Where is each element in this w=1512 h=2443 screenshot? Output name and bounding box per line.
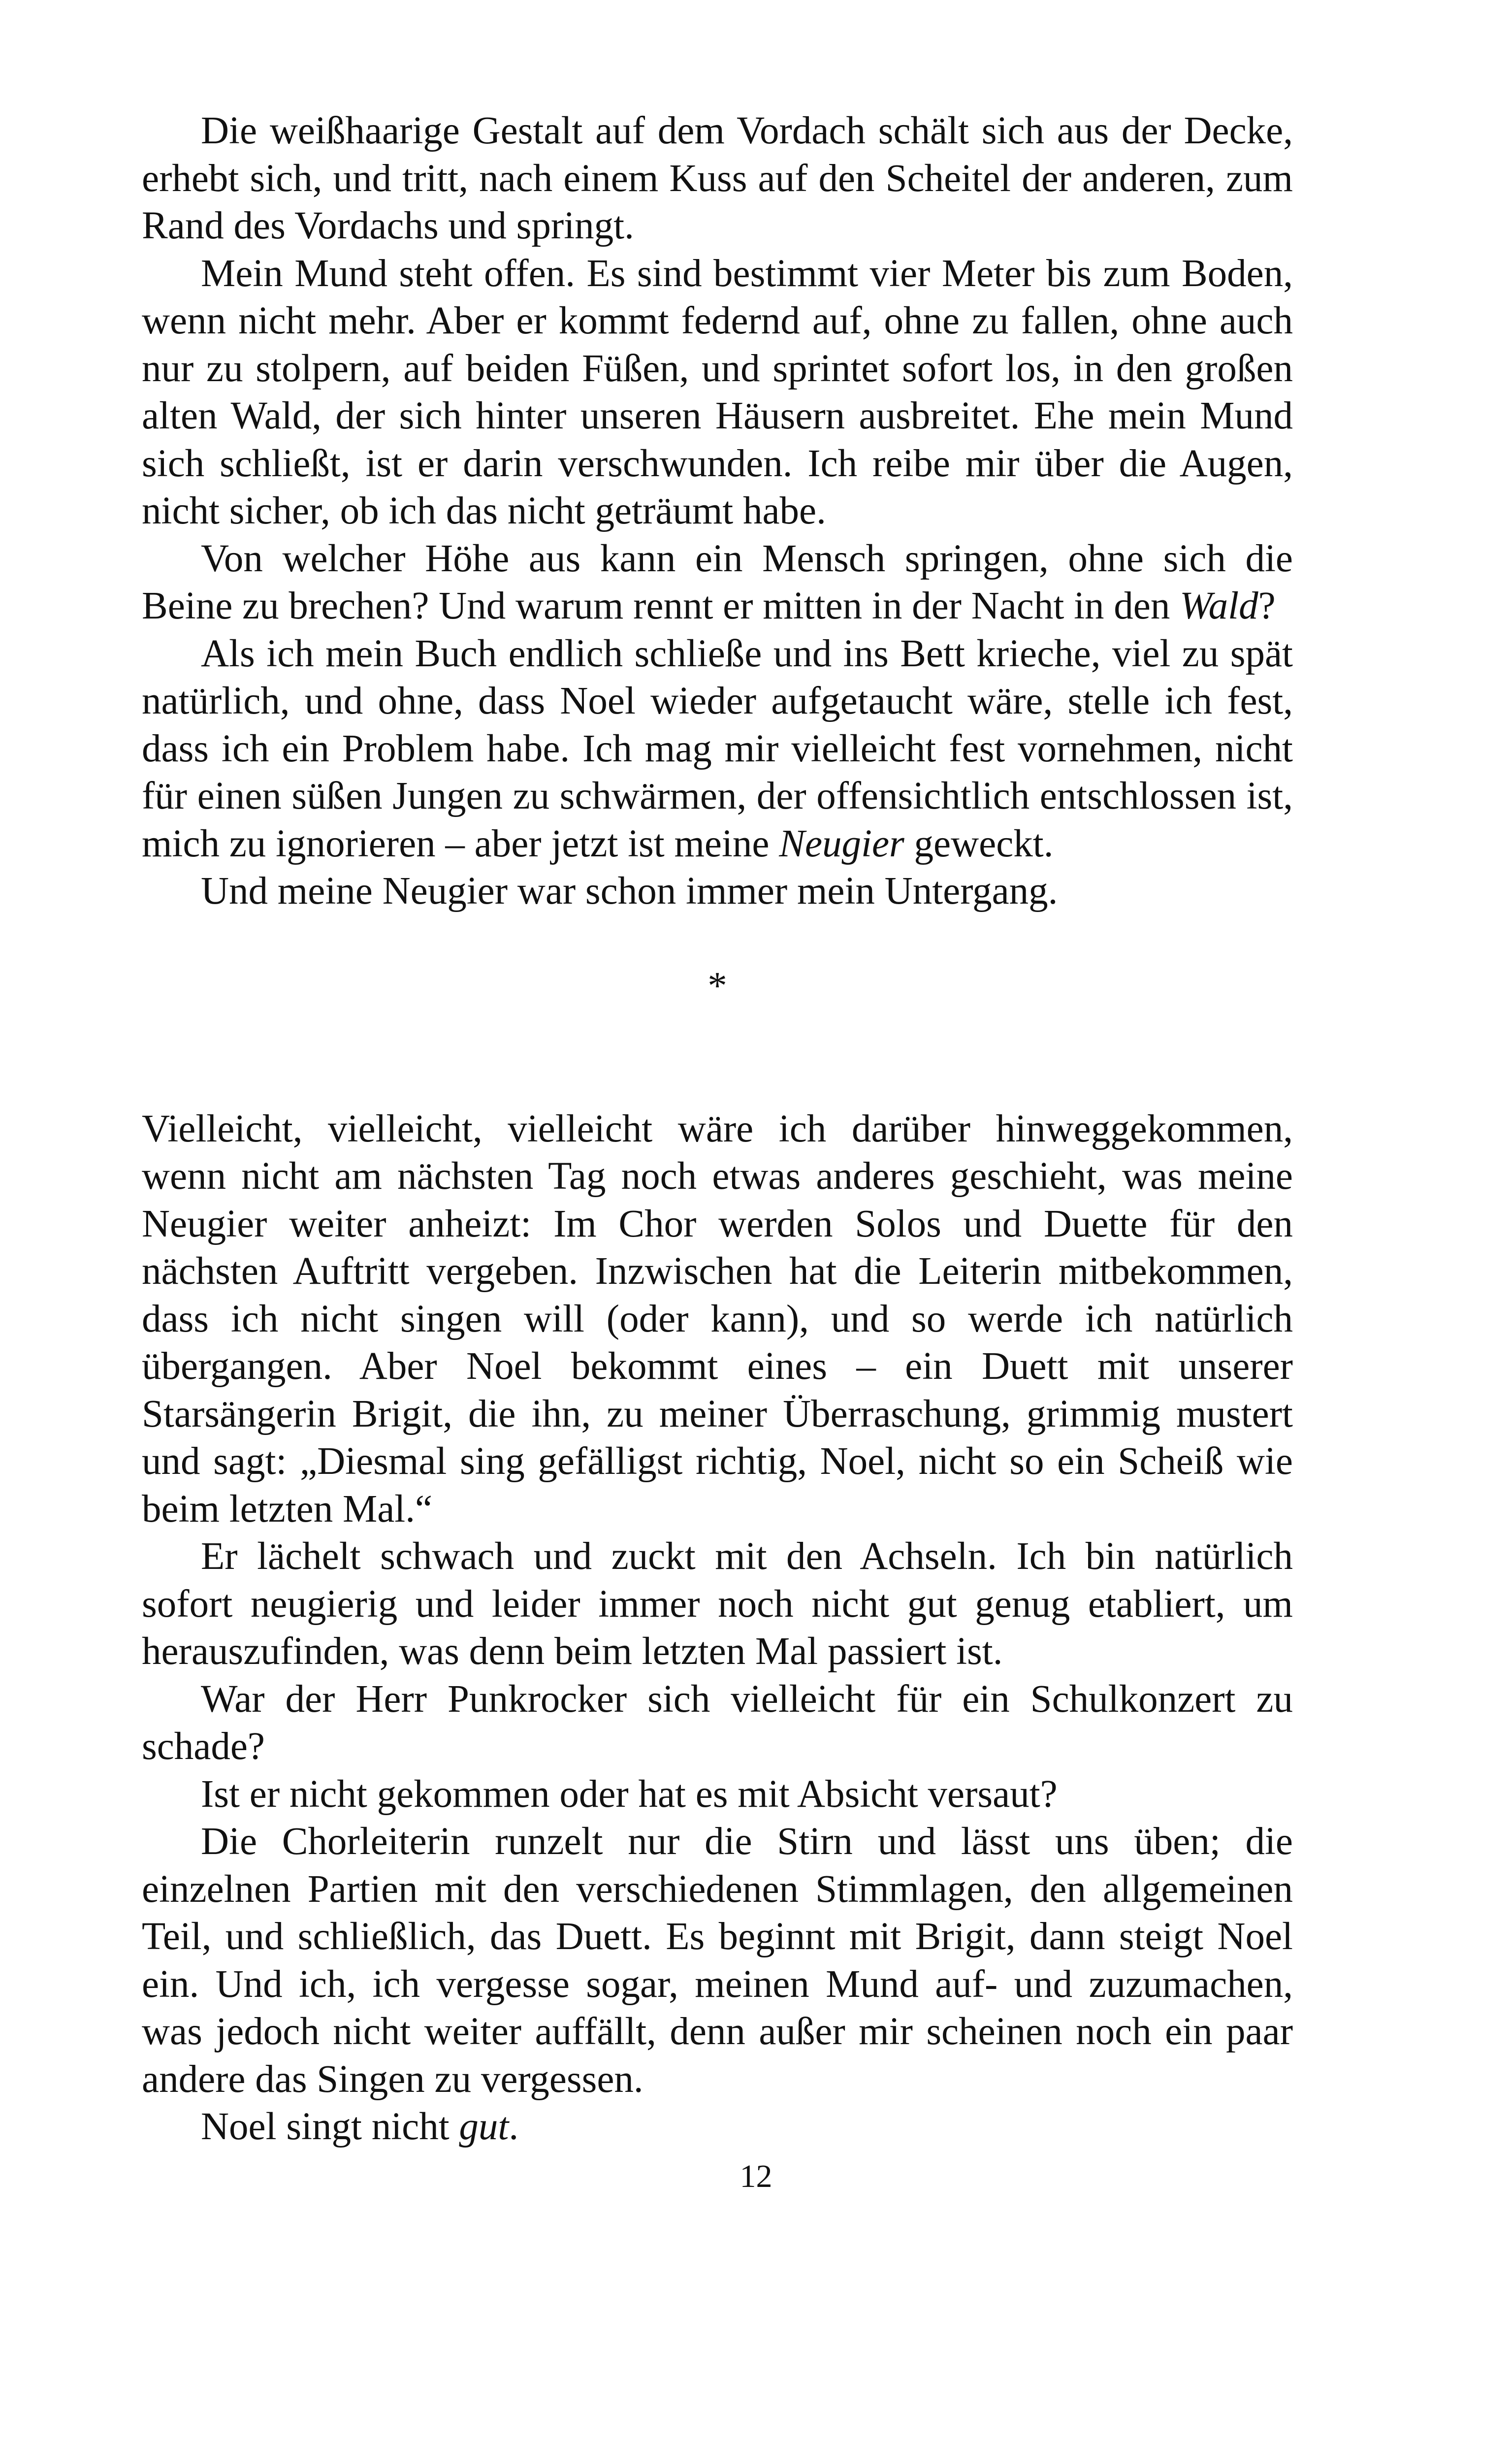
paragraphs-top (142, 107, 1293, 915)
paragraph (142, 107, 1293, 250)
paragraph (142, 1818, 1293, 2103)
page-number: 12 (740, 2158, 772, 2194)
text-run: Von welcher Höhe aus kann ein Mensch springen, ohne sich die Beine zu brechen? Und warum rennt er mitten in der Nacht in den (142, 537, 1293, 627)
italic-text: Wald (1180, 585, 1258, 627)
paragraph (142, 1676, 1293, 1771)
text-run: Mein Mund steht offen. Es sind bestimmt vier Meter bis zum Boden, wenn nicht mehr. Aber er kommt federnd auf, ohne zu fallen, ohne auch nur zu stolpern, auf beiden Füßen, und sprintet sofort los, in den großen alten Wald, der sich hinter unseren Häusern ausbreitet. Ehe mein Mund sich schließt, ist er darin verschwunden. Ich reibe mir über die Augen, nicht sicher, ob ich das nicht geträumt habe. (142, 252, 1293, 532)
paragraph (142, 535, 1293, 630)
text-run: geweckt. (904, 822, 1054, 865)
text-run: . (509, 2105, 519, 2148)
paragraph (142, 868, 1293, 915)
paragraph (142, 250, 1293, 535)
text-run: Die weißhaarige Gestalt auf dem Vordach schält sich aus der Decke, erhebt sich, und tritt, nach einem Kuss auf den Scheitel der anderen, zum Rand des Vordachs und springt. (142, 109, 1293, 247)
text-run: Vielleicht, vielleicht, vielleicht wäre ich darüber hinweggekommen, wenn nicht am nächsten Tag noch etwas anderes geschieht, was meine Neugier weiter anheizt: Im Chor werden Solos und Duette für den nächsten Auftritt vergeben. Inzwischen hat die Leiterin mitbekommen, dass ich nicht singen will (oder kann), und so werde ich natürlich übergangen. Aber Noel bekommt eines – ein Duett mit unserer Starsängerin Brigit, die ihn, zu meiner Überraschung, grimmig mustert und sagt: „Diesmal sing gefälligst richtig, Noel, nicht so ein Scheiß wie beim letzten Mal.“ (142, 1107, 1293, 1531)
text-run: Ist er nicht gekommen oder hat es mit Absicht versaut? (201, 1772, 1058, 1816)
text-run: War der Herr Punkrocker sich vielleicht für ein Schulkonzert zu schade? (142, 1677, 1293, 1768)
text-run: Als ich mein Buch endlich schließe und ins Bett krieche, viel zu spät natürlich, und ohne, dass Noel wieder aufgetaucht wäre, stelle ich fest, dass ich ein Problem habe. Ich mag mir vielleicht fest vornehmen, nicht für einen süßen Jungen zu schwärmen, der offensichtlich entschlossen ist, mich zu ignorieren – aber jetzt ist meine (142, 632, 1293, 865)
paragraph (142, 1106, 1293, 1533)
body-text (142, 107, 1293, 2151)
paragraph (142, 1533, 1293, 1676)
text-run: Er lächelt schwach und zuckt mit den Achseln. Ich bin natürlich sofort neugierig und leider immer noch nicht gut genug etabliert, um herauszufinden, was denn beim letzten Mal passiert ist. (142, 1535, 1293, 1673)
paragraph (142, 630, 1293, 868)
text-run: Und meine Neugier war schon immer mein Untergang. (201, 870, 1058, 912)
text-run: Die Chorleiterin runzelt nur die Stirn und lässt uns üben; die einzelnen Partien mit den verschiedenen Stimmlagen, den allgemeinen Teil, und schließlich, das Duett. Es beginnt mit Brigit, dann steigt Noel ein. Und ich, ich vergesse sogar, meinen Mund auf- und zuzumachen, was jedoch nicht weiter auffällt, denn außer mir scheinen noch ein paar andere das Singen zu vergessen. (142, 1820, 1293, 2101)
text-run: Noel singt nicht (201, 2105, 459, 2148)
paragraph (142, 2103, 1293, 2151)
italic-text: gut (459, 2105, 509, 2148)
section-separator: * (708, 965, 727, 1008)
paragraphs-bottom (142, 1106, 1293, 2151)
italic-text: Neugier (779, 822, 904, 865)
paragraph (142, 1771, 1293, 1819)
text-run: ? (1258, 585, 1276, 627)
